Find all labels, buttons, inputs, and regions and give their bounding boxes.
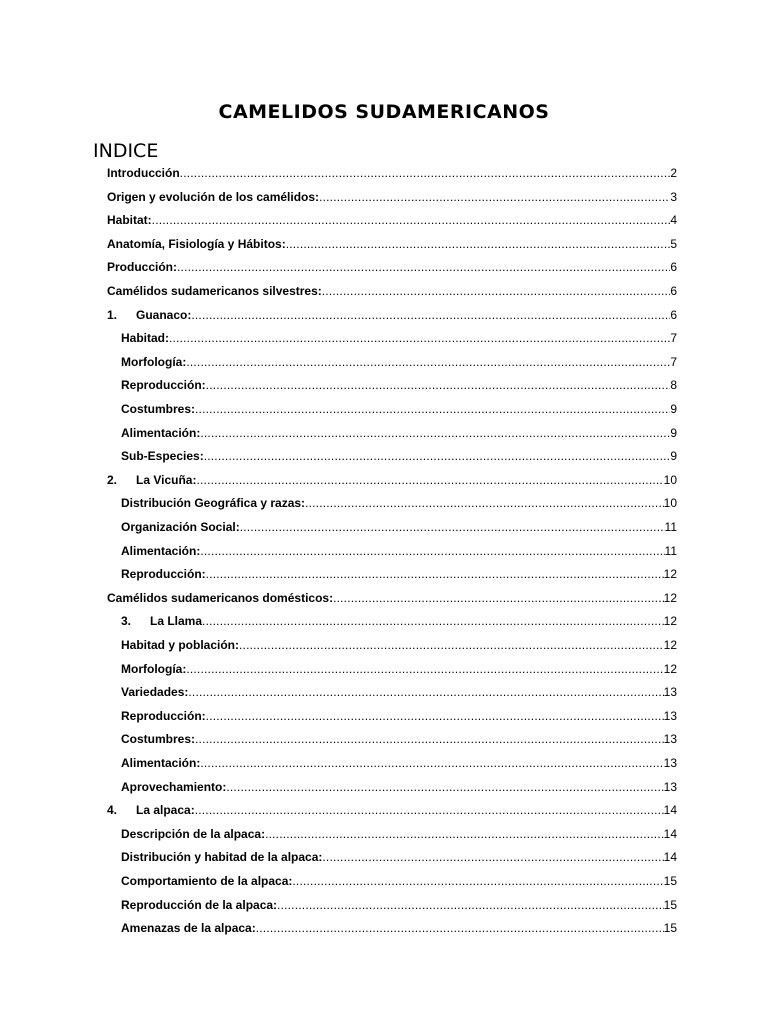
toc-entry-label: Alimentación:	[121, 543, 201, 558]
toc-entry-label: Reproducción:	[121, 567, 206, 582]
toc-entry[interactable]	[107, 163, 677, 183]
toc-entry-number: 4.	[107, 803, 118, 818]
toc-entry[interactable]	[121, 635, 677, 655]
toc-entry-label: Reproducción:	[121, 708, 206, 723]
toc-entry[interactable]	[121, 423, 677, 443]
toc-entry-label: Camélidos sudamericanos silvestres:	[107, 284, 322, 298]
toc-entry-label: Sub-Especies:	[121, 449, 204, 464]
toc-dot-leader	[256, 918, 664, 938]
toc-entry[interactable]	[107, 470, 677, 490]
toc-entry-label: Reproducción:	[121, 378, 206, 393]
toc-entry[interactable]	[107, 257, 677, 277]
toc-entry-page-number: 6	[670, 260, 677, 275]
toc-entry-page-number: 12	[663, 638, 677, 652]
toc-dot-leader	[186, 352, 670, 372]
toc-entry-label: Camélidos sudamericanos domésticos:	[107, 590, 334, 605]
toc-entry[interactable]	[121, 564, 677, 584]
toc-dot-leader	[180, 163, 671, 183]
toc-entry-label: Alimentación:	[121, 425, 201, 440]
toc-entry[interactable]	[107, 800, 677, 820]
toc-entry-label: Anatomía, Fisiología y Hábitos:	[107, 236, 286, 251]
toc-entry-page-number: 8	[670, 378, 677, 393]
toc-entry[interactable]	[121, 446, 677, 466]
toc-entry-page-number: 7	[670, 331, 677, 346]
toc-entry-label: Habitad y población:	[121, 638, 240, 652]
toc-entry[interactable]	[121, 847, 677, 867]
toc-dot-leader	[292, 871, 663, 891]
toc-dot-leader	[206, 375, 671, 395]
toc-entry-label: Comportamiento de la alpaca:	[121, 874, 293, 888]
toc-entry[interactable]	[107, 305, 677, 325]
toc-dot-leader	[333, 588, 664, 608]
toc-dot-leader	[195, 800, 664, 820]
toc-entry[interactable]	[121, 824, 677, 844]
toc-entry-page-number: 4	[670, 213, 677, 228]
toc-entry-label: La alpaca:	[136, 803, 195, 818]
toc-entry[interactable]	[121, 871, 677, 891]
toc-entry[interactable]	[121, 918, 677, 938]
toc-entry-label: Guanaco:	[136, 307, 192, 322]
toc-entry-page-number: 14	[663, 850, 677, 865]
toc-entry-label: Aprovechamiento:	[121, 779, 227, 794]
toc-entry-label: Variedades:	[121, 685, 189, 700]
toc-entry[interactable]	[107, 281, 677, 301]
toc-dot-leader	[277, 895, 664, 915]
toc-entry-page-number: 3	[670, 189, 677, 204]
toc-dot-leader	[191, 305, 670, 325]
toc-entry-page-number: 6	[670, 307, 677, 322]
toc-dot-leader	[239, 635, 664, 655]
toc-dot-leader	[186, 659, 663, 679]
toc-entry-label: Introducción	[107, 166, 180, 180]
toc-entry-number: 2.	[107, 472, 118, 487]
toc-dot-leader	[152, 210, 671, 230]
toc-entry-number: 3.	[121, 614, 132, 629]
toc-entry[interactable]	[107, 588, 677, 608]
toc-entry-page-number: 5	[670, 236, 677, 251]
toc-entry-page-number: 15	[663, 874, 677, 888]
toc-entry-label: Alimentación:	[121, 756, 201, 770]
toc-dot-leader	[195, 399, 670, 419]
toc-entry[interactable]	[121, 493, 677, 513]
toc-entry-page-number: 12	[663, 661, 677, 676]
toc-entry-page-number: 10	[663, 472, 677, 487]
toc-entry-page-number: 9	[670, 449, 677, 464]
toc-dot-leader	[177, 257, 670, 277]
toc-entry-page-number: 10	[663, 496, 677, 511]
toc-dot-leader	[188, 682, 663, 702]
toc-dot-leader	[200, 541, 664, 561]
toc-entry-label: Morfología:	[121, 354, 187, 369]
toc-dot-leader	[200, 423, 670, 443]
toc-entry[interactable]	[121, 352, 677, 372]
toc-entry[interactable]	[121, 375, 677, 395]
toc-entry[interactable]	[121, 777, 677, 797]
toc-entry[interactable]	[121, 399, 677, 419]
toc-entry-page-number: 6	[670, 284, 677, 298]
toc-entry-page-number: 14	[663, 826, 677, 841]
toc-entry-page-number: 2	[670, 166, 677, 180]
toc-entry-label: Costumbres:	[121, 732, 196, 747]
toc-entry-label: Reproducción de la alpaca:	[121, 897, 278, 912]
toc-entry[interactable]	[121, 659, 677, 679]
toc-entry-label: Habitad:	[121, 331, 169, 346]
toc-entry-page-number: 11	[664, 520, 677, 534]
toc-entry-label: Producción:	[107, 260, 178, 275]
toc-entry[interactable]	[121, 753, 677, 773]
toc-entry[interactable]	[121, 682, 677, 702]
toc-dot-leader	[319, 187, 670, 207]
toc-entry-label: Habitat:	[107, 213, 152, 228]
toc-entry-page-number: 13	[663, 756, 677, 770]
toc-dot-leader	[322, 281, 671, 301]
toc-dot-leader	[206, 564, 664, 584]
toc-entry-page-number: 14	[663, 803, 677, 818]
toc-entry-label: Costumbres:	[121, 402, 196, 416]
toc-entry-page-number: 13	[663, 685, 677, 700]
toc-entry-page-number: 13	[663, 708, 677, 723]
toc-dot-leader	[200, 753, 663, 773]
toc-dot-leader	[322, 847, 663, 867]
toc-entry-label: Origen y evolución de los camélidos:	[107, 189, 320, 204]
toc-entry-page-number: 13	[663, 779, 677, 794]
toc-entry-page-number: 9	[670, 402, 677, 416]
toc-entry-label: Distribución y habitad de la alpaca:	[121, 850, 323, 865]
toc-entry[interactable]	[107, 187, 677, 207]
toc-entry-page-number: 13	[663, 732, 677, 747]
toc-entry[interactable]	[121, 328, 677, 348]
toc-dot-leader	[196, 470, 663, 490]
toc-entry-page-number: 9	[670, 425, 677, 440]
toc-entry[interactable]	[107, 210, 677, 230]
toc-entry-page-number: 15	[663, 897, 677, 912]
toc-entry-label: Organización Social:	[121, 520, 240, 534]
toc-entry-label: Morfología:	[121, 661, 187, 676]
toc-entry[interactable]	[121, 611, 677, 631]
toc-dot-leader	[206, 706, 664, 726]
toc-entry-label: Amenazas de la alpaca:	[121, 921, 256, 936]
toc-entry[interactable]	[121, 729, 677, 749]
toc-dot-leader	[195, 729, 664, 749]
toc-entry-label: La Vicuña:	[136, 472, 197, 487]
toc-entry[interactable]	[121, 541, 677, 561]
toc-dot-leader	[286, 234, 671, 254]
toc-dot-leader	[226, 777, 663, 797]
toc-entry-page-number: 12	[663, 590, 677, 605]
toc-entry-page-number: 15	[663, 921, 677, 936]
toc-dot-leader	[265, 824, 664, 844]
toc-entry-page-number: 12	[663, 614, 677, 629]
toc-entry-label: Distribución Geográfica y razas:	[121, 496, 306, 511]
document-title: CAMELIDOS SUDAMERICANOS	[218, 101, 550, 123]
toc-entry-number: 1.	[107, 307, 118, 322]
toc-entry-page-number: 12	[663, 567, 677, 582]
toc-dot-leader	[204, 446, 671, 466]
toc-entry-label: Descripción de la alpaca:	[121, 826, 266, 841]
toc-dot-leader	[240, 517, 665, 537]
toc-entry-label: La Llama	[150, 614, 203, 629]
toc-dot-leader	[169, 328, 670, 348]
toc-entry-page-number: 11	[664, 543, 677, 558]
toc-dot-leader	[305, 493, 664, 513]
toc-entry[interactable]	[107, 234, 677, 254]
toc-heading: INDICE	[93, 140, 159, 162]
toc-entry[interactable]	[121, 706, 677, 726]
toc-entry-page-number: 7	[670, 354, 677, 369]
toc-entry[interactable]	[121, 895, 677, 915]
toc-dot-leader	[202, 611, 664, 631]
toc-entry[interactable]	[121, 517, 677, 537]
